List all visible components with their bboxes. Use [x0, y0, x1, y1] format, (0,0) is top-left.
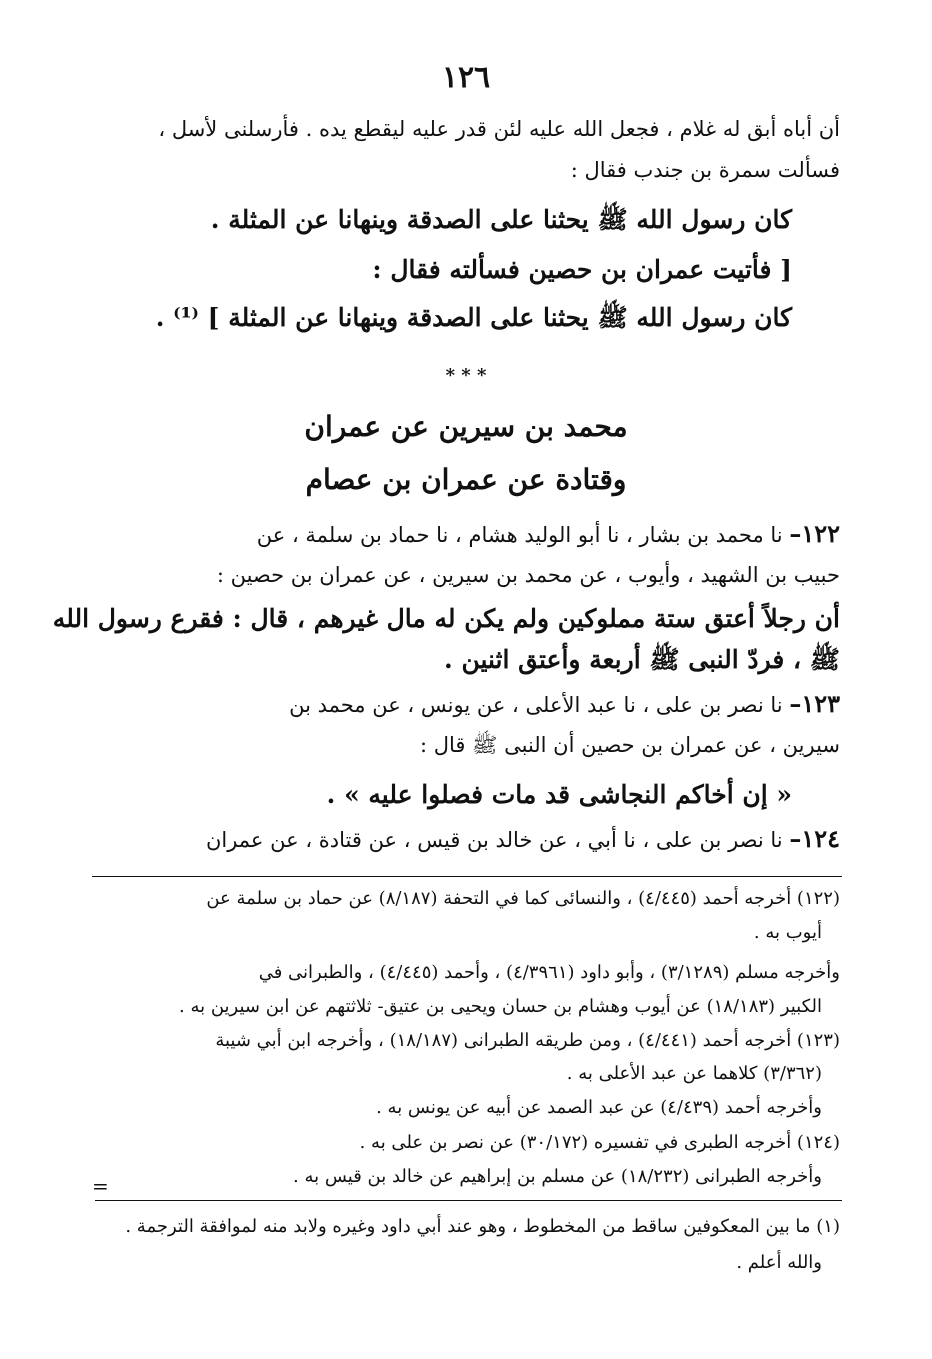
hadith-122-line-1 — [257, 520, 840, 549]
note-divider — [95, 1200, 842, 1201]
hadith-123-line-2: سيرين ، عن عمران بن حصين أن النبى ﷺ قال : — [419, 733, 840, 757]
hadith-124-line-1 — [206, 825, 840, 854]
hadith-122-number: ١٢٢– — [789, 519, 840, 548]
footnote-122-b: وأخرجه مسلم (٣/١٢٨٩) ، وأبو داود (٤/٣٩٦١) ، وأحمد (٤/٤٤٥) ، والطبرانى في — [258, 962, 840, 983]
section-title-line-1: محمد بن سيرين عن عمران — [304, 410, 628, 443]
footnote-123: (١٢٣) أخرجه أحمد (٤/٤٤١) ، ومن طريقه الطبرانى (١٨/١٨٧) ، وأخرجه ابن أبي شيبة — [215, 1030, 840, 1051]
footnote-122: (١٢٢) أخرجه أحمد (٤/٤٤٥) ، والنسائى كما في التحفة (٨/١٨٧) عن حماد بن سلمة عن — [206, 888, 840, 909]
continuation-mark: = — [92, 1174, 109, 1198]
hadith-123-text-1: « إن أخاكم النجاشى قد مات فصلوا عليه » . — [326, 780, 792, 809]
hadith-122-isnad-1: نا محمد بن بشار ، نا أبو الوليد هشام ، نا حماد بن سلمة ، عن — [256, 523, 783, 547]
hadith-123-isnad-1: نا نصر بن على ، نا عبد الأعلى ، عن يونس ، عن محمد بن — [289, 693, 783, 717]
hadith-122-text-2: ﷺ ، فردّ النبى ﷺ أربعة وأعتق اثنين . — [444, 645, 840, 674]
note-1-cont: والله أعلم . — [736, 1252, 822, 1273]
footnote-124-b: وأخرجه الطبرانى (١٨/٢٣٢) عن مسلم بن إبراهيم عن خالد بن قيس به . — [293, 1166, 822, 1187]
footnote-122-b-cont: الكبير (١٨/١٨٣) عن أيوب وهشام بن حسان ويحيى بن عتيق- ثلاثتهم عن ابن سيرين به . — [179, 996, 822, 1017]
separator: * * * — [445, 365, 487, 386]
hadith-123-number: ١٢٣– — [789, 689, 840, 718]
intro-line-2: فسألت سمرة بن جندب فقال : — [570, 158, 840, 182]
note-1: (١) ما بين المعكوفين ساقط من المخطوط ، وهو عند أبي داود وغيره ولابد منه لموافقة الترجمة . — [125, 1216, 840, 1237]
footnote-divider — [92, 876, 842, 877]
footnote-124: (١٢٤) أخرجه الطبرى في تفسيره (٣٠/١٧٢) عن نصر بن على به . — [359, 1132, 840, 1153]
intro-quote-1: كان رسول الله ﷺ يحثنا على الصدقة وينهانا عن المثلة . — [210, 205, 792, 234]
hadith-122-line-2: حبيب بن الشهيد ، وأيوب ، عن محمد بن سيرين ، عن عمران بن حصين : — [216, 563, 840, 587]
intro-line-3: [ فأتيت عمران بن حصين فسألته فقال : — [372, 255, 792, 284]
footnote-123-cont: (٣/٣٦٢) كلاهما عن عبد الأعلى به . — [566, 1063, 822, 1084]
intro-line-1: أن أباه أبق له غلام ، فجعل الله عليه لئن قدر عليه ليقطع يده . فأرسلنى لأسل ، — [158, 117, 840, 141]
page-number: ١٢٦ — [441, 60, 491, 95]
footnote-122-cont: أيوب به . — [753, 922, 822, 943]
hadith-124-isnad-1: نا نصر بن على ، نا أبي ، عن خالد بن قيس ، عن قتادة ، عن عمران — [205, 828, 783, 852]
hadith-122-text-1: أن رجلاً أعتق ستة مملوكين ولم يكن له مال غيرهم ، قال : فقرع رسول الله — [52, 604, 840, 633]
hadith-123-line-1 — [289, 690, 840, 719]
footnote-123-b: وأخرجه أحمد (٤/٤٣٩) عن عبد الصمد عن أبيه عن يونس به . — [376, 1097, 822, 1118]
section-title-line-2: وقتادة عن عمران بن عصام — [305, 463, 627, 496]
hadith-124-number: ١٢٤– — [789, 824, 840, 853]
intro-quote-2: كان رسول الله ﷺ يحثنا على الصدقة وينهانا عن المثلة ] ⁽¹⁾ . — [155, 303, 792, 332]
